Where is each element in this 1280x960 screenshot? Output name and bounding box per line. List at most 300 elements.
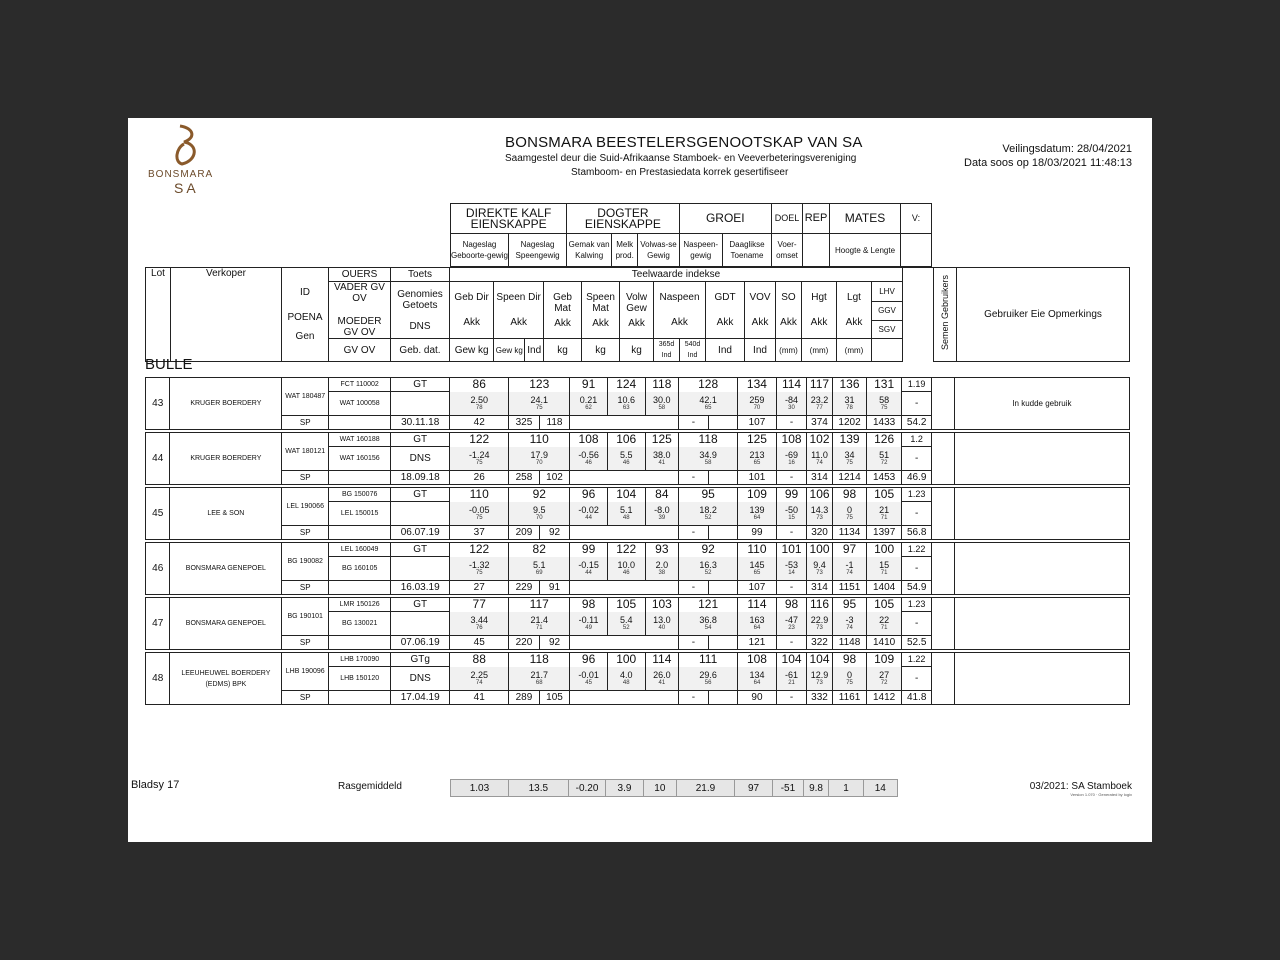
- subtitle: Saamgestel deur die Suid-Afrikaanse Stamboek- en Veeverbeteringsvereniging: [505, 153, 857, 164]
- bottom-value: [708, 526, 738, 540]
- auction-date: Veilingsdatum: 28/04/2021: [1002, 143, 1132, 155]
- ebv-detail: -8.0 39: [645, 502, 679, 526]
- unit-ind-2: Ind: [706, 339, 745, 362]
- bottom-value: [708, 471, 738, 485]
- ebv-value: 114: [738, 598, 777, 612]
- bottom-value: -: [679, 636, 709, 650]
- lot-block: [145, 597, 1130, 650]
- bottom-value: [708, 416, 738, 430]
- bottom-value: 1148: [832, 636, 867, 650]
- ebv-detail: -47 23: [776, 612, 807, 636]
- bottom-value: -: [679, 526, 709, 540]
- ebv-detail: 22.9 73: [807, 612, 832, 636]
- test-type: GT: [391, 598, 450, 612]
- bottom-value: 374: [807, 416, 832, 430]
- avg-cell: 1: [829, 780, 863, 797]
- ebv-value: 109: [738, 488, 777, 502]
- ebv-detail: -0.05 75: [450, 502, 509, 526]
- col-speenmat: Speen Mat Akk: [582, 282, 620, 339]
- ebv-detail: -50 15: [776, 502, 807, 526]
- lot-number: 44: [146, 433, 170, 485]
- lot-number: 48: [146, 653, 170, 705]
- bottom-value: 314: [807, 471, 832, 485]
- bottom-value: -: [679, 471, 709, 485]
- bottom-value: 1412: [867, 691, 902, 705]
- ebv-value: 100: [807, 543, 832, 557]
- column-header-table: [145, 267, 1130, 362]
- group-rep: REP: [803, 204, 830, 234]
- bottom-value: 1151: [832, 581, 867, 595]
- logo-subtext: SA: [174, 180, 199, 196]
- sub-gemak: Gemak van Kalwing: [567, 234, 612, 267]
- ebv-value: 104: [607, 488, 645, 502]
- bottom-value: 209: [509, 526, 540, 540]
- dns-flag: DNS: [391, 447, 450, 471]
- subtitle-2: Stamboom- en Prestasiedata korrek gesertifiseer: [571, 167, 789, 178]
- avg-table: [450, 779, 898, 797]
- user-note: [954, 488, 1129, 540]
- birth-date: 17.04.19: [391, 691, 450, 705]
- ebv-value: 110: [509, 433, 570, 447]
- ebv-value: 110: [738, 543, 777, 557]
- dns-flag: [391, 612, 450, 636]
- col-hgt: Hgt Akk: [802, 282, 837, 339]
- ebv-detail: 9.4 73: [807, 557, 832, 581]
- bottom-value: [708, 636, 738, 650]
- group-doel: DOEL: [772, 204, 803, 234]
- ebv-value: 122: [607, 543, 645, 557]
- dns-flag: DNS: [391, 667, 450, 691]
- bottom-value: 1214: [832, 471, 867, 485]
- unit-ind-3: Ind: [745, 339, 776, 362]
- test-type: GT: [391, 378, 450, 392]
- lhv-value: 1.23: [901, 488, 932, 502]
- bottom-value: 229: [509, 581, 540, 595]
- col-naspeen: Naspeen Akk: [654, 282, 706, 339]
- dam-id: LHB 150120: [329, 667, 391, 691]
- col-gdt: GDT Akk: [706, 282, 745, 339]
- seller-name: KRUGER BOERDERY: [170, 378, 282, 430]
- col-id: [282, 268, 329, 362]
- ebv-value: 105: [867, 488, 902, 502]
- bottom-value: [708, 581, 738, 595]
- ebv-value: 123: [509, 378, 570, 392]
- bottom-value: 1202: [832, 416, 867, 430]
- bottom-value: 314: [807, 581, 832, 595]
- ebv-value: 111: [679, 653, 738, 667]
- dns-flag: [391, 557, 450, 581]
- ebv-detail: 15 71: [867, 557, 902, 581]
- auction-info: [964, 142, 1132, 170]
- col-teelwaarde: Teelwaarde indekse: [450, 268, 903, 282]
- avg-cell: 97: [734, 780, 772, 797]
- col-gen-label: Gen: [295, 331, 315, 342]
- ggv-value: -: [901, 667, 932, 691]
- bottom-value: 92: [539, 636, 570, 650]
- ebv-detail: 17.9 70: [509, 447, 570, 471]
- ebv-value: 118: [645, 378, 679, 392]
- ebv-detail: 11.0 74: [807, 447, 832, 471]
- col-lot: Lot: [146, 268, 171, 362]
- unit-ind: Ind: [525, 339, 544, 362]
- col-gv-ov: GV OV: [329, 339, 391, 362]
- test-type: GT: [391, 433, 450, 447]
- ebv-value: 98: [832, 488, 867, 502]
- col-volwgew: Volw Gew Akk: [620, 282, 654, 339]
- ebv-detail: -3 74: [832, 612, 867, 636]
- ebv-value: 106: [807, 488, 832, 502]
- sire-id: FCT 110002: [329, 378, 391, 392]
- avg-cell: 1.03: [451, 780, 509, 797]
- ebv-value: 110: [450, 488, 509, 502]
- ebv-detail: 134 64: [738, 667, 777, 691]
- ebv-value: 99: [570, 543, 608, 557]
- ebv-value: 128: [679, 378, 738, 392]
- avg-cell: 10: [643, 780, 676, 797]
- ebv-detail: 0 75: [832, 667, 867, 691]
- ebv-value: 104: [807, 653, 832, 667]
- ebv-value: 77: [450, 598, 509, 612]
- bottom-value: 325: [509, 416, 540, 430]
- poena-status: SP: [282, 416, 329, 430]
- ebv-detail: 26.0 41: [645, 667, 679, 691]
- bottom-value: 322: [807, 636, 832, 650]
- ebv-value: 95: [679, 488, 738, 502]
- ebv-value: 100: [607, 653, 645, 667]
- unit-gewkg: Gew kg: [450, 339, 494, 362]
- ebv-value: 136: [832, 378, 867, 392]
- avg-cell: 13.5: [508, 780, 568, 797]
- bottom-value: 26: [450, 471, 509, 485]
- dam-id: BG 130021: [329, 612, 391, 636]
- ebv-value: 92: [679, 543, 738, 557]
- ebv-value: 134: [738, 378, 777, 392]
- poena-status: SP: [282, 471, 329, 485]
- col-so: SO Akk: [776, 282, 802, 339]
- col-dns-label: DNS: [409, 320, 431, 332]
- unit-365d: 365d Ind: [654, 339, 680, 362]
- col-moeder: MOEDER GV OV: [337, 316, 382, 338]
- bonsmara-logo-icon: [172, 124, 202, 168]
- ebv-detail: 9.5 70: [509, 502, 570, 526]
- bottom-value: 1410: [867, 636, 902, 650]
- col-toets: Toets: [391, 268, 450, 282]
- ebv-detail: 38.0 41: [645, 447, 679, 471]
- lhv-value: 1.22: [901, 543, 932, 557]
- lhv-value: 1.2: [901, 433, 932, 447]
- ebv-value: 82: [509, 543, 570, 557]
- ebv-detail: 21.7 68: [509, 667, 570, 691]
- group-v: V:: [901, 204, 932, 234]
- lot-block: [145, 542, 1130, 595]
- bottom-value: 102: [539, 471, 570, 485]
- ebv-value: 95: [832, 598, 867, 612]
- lot-block: [145, 652, 1130, 705]
- ebv-value: 114: [645, 653, 679, 667]
- bottom-value: 1433: [867, 416, 902, 430]
- lot-number: 46: [146, 543, 170, 595]
- ebv-value: 125: [645, 433, 679, 447]
- ebv-value: 114: [776, 378, 807, 392]
- sgv-value: 54.9: [901, 581, 932, 595]
- ebv-detail: -0.11 49: [570, 612, 608, 636]
- bottom-value: 220: [509, 636, 540, 650]
- lhv-value: 1.23: [901, 598, 932, 612]
- ebv-detail: 10.6 63: [607, 392, 645, 416]
- col-lgt: Lgt Akk: [837, 282, 872, 339]
- ebv-detail: 27 72: [867, 667, 902, 691]
- ebv-value: 108: [738, 653, 777, 667]
- ebv-detail: 259 70: [738, 392, 777, 416]
- group-mates: MATES: [830, 204, 901, 234]
- sub-volwasse: Volwas-se Gewig: [638, 234, 679, 267]
- ebv-detail: 51 72: [867, 447, 902, 471]
- sgv-value: 54.2: [901, 416, 932, 430]
- bottom-value: 121: [738, 636, 777, 650]
- ebv-value: 117: [807, 378, 832, 392]
- ebv-detail: -0.56 46: [570, 447, 608, 471]
- bottom-value: 45: [450, 636, 509, 650]
- ebv-value: 92: [509, 488, 570, 502]
- unit-gewkg-2: Gew kg: [494, 339, 525, 362]
- bottom-value: 258: [509, 471, 540, 485]
- sire-id: BG 150076: [329, 488, 391, 502]
- birth-date: 07.06.19: [391, 636, 450, 650]
- ebv-value: 125: [738, 433, 777, 447]
- ggv-value: -: [901, 447, 932, 471]
- sgv-value: 52.5: [901, 636, 932, 650]
- ebv-value: 98: [570, 598, 608, 612]
- user-note: In kudde gebruik: [954, 378, 1129, 430]
- ebv-detail: 0 75: [832, 502, 867, 526]
- ebv-detail: 2.0 38: [645, 557, 679, 581]
- ebv-detail: 18.2 52: [679, 502, 738, 526]
- seller-name: LEEUHEUWEL BOERDERY (EDMS) BPK: [170, 653, 282, 705]
- dns-flag: [391, 392, 450, 416]
- col-vader: VADER GV OV: [334, 282, 385, 304]
- bottom-value: 320: [807, 526, 832, 540]
- bottom-value: 107: [738, 581, 777, 595]
- lots-container: [145, 377, 1130, 707]
- animal-id: WAT 180487: [282, 378, 329, 416]
- ggv-value: -: [901, 557, 932, 581]
- ebv-detail: 3.44 76: [450, 612, 509, 636]
- ebv-detail: -1.32 75: [450, 557, 509, 581]
- col-vader-moeder: [329, 282, 391, 339]
- ebv-detail: 21.4 71: [509, 612, 570, 636]
- user-note: [954, 433, 1129, 485]
- ebv-detail: 23.2 77: [807, 392, 832, 416]
- ebv-value: 102: [807, 433, 832, 447]
- bottom-value: -: [679, 581, 709, 595]
- ebv-detail: 58 75: [867, 392, 902, 416]
- lot-block: [145, 432, 1130, 485]
- animal-id: LEL 190066: [282, 488, 329, 526]
- ebv-detail: 5.1 48: [607, 502, 645, 526]
- group-direct-calf: DIREKTE KALF EIENSKAPPE: [451, 204, 567, 234]
- group-daughter: DOGTER EIENSKAPPE: [567, 204, 679, 234]
- dam-id: WAT 160156: [329, 447, 391, 471]
- test-type: GTg: [391, 653, 450, 667]
- data-date: Data soos op 18/03/2021 11:48:13: [964, 157, 1132, 169]
- bottom-value: 90: [738, 691, 777, 705]
- ggv-value: -: [901, 502, 932, 526]
- animal-id: BG 190082: [282, 543, 329, 581]
- lhv-value: 1.19: [901, 378, 932, 392]
- col-gebdat: Geb. dat.: [391, 339, 450, 362]
- bottom-value: 1453: [867, 471, 902, 485]
- bottom-value: -: [776, 416, 807, 430]
- ebv-value: 86: [450, 378, 509, 392]
- bottom-value: -: [776, 691, 807, 705]
- test-type: GT: [391, 543, 450, 557]
- col-semen: Semen Gebruikers: [934, 268, 957, 362]
- ebv-detail: 2.50 78: [450, 392, 509, 416]
- ebv-detail: 30.0 58: [645, 392, 679, 416]
- ebv-detail: 34.9 58: [679, 447, 738, 471]
- col-speendir: Speen Dir Akk: [494, 282, 544, 339]
- ebv-value: 118: [679, 433, 738, 447]
- ebv-detail: 4.0 48: [607, 667, 645, 691]
- ebv-value: 139: [832, 433, 867, 447]
- ebv-detail: 12.9 73: [807, 667, 832, 691]
- avg-cell: 14: [863, 780, 897, 797]
- ebv-value: 91: [570, 378, 608, 392]
- unit-kg-3: kg: [620, 339, 654, 362]
- dam-id: LEL 150015: [329, 502, 391, 526]
- lot-number: 45: [146, 488, 170, 540]
- bottom-value: 118: [539, 416, 570, 430]
- sub-voer: Voer-omset: [772, 234, 803, 267]
- bottom-value: 105: [539, 691, 570, 705]
- unit-mm-3: (mm): [837, 339, 872, 362]
- avg-cell: 3.9: [606, 780, 643, 797]
- ebv-detail: 2.25 74: [450, 667, 509, 691]
- ggv-value: -: [901, 612, 932, 636]
- bottom-value: 1134: [832, 526, 867, 540]
- bottom-value: -: [776, 471, 807, 485]
- ebv-value: 131: [867, 378, 902, 392]
- ebv-detail: 42.1 65: [679, 392, 738, 416]
- seller-name: KRUGER BOERDERY: [170, 433, 282, 485]
- ebv-value: 104: [776, 653, 807, 667]
- dns-flag: [391, 502, 450, 526]
- ebv-detail: 139 64: [738, 502, 777, 526]
- bottom-value: 107: [738, 416, 777, 430]
- ebv-detail: -0.15 44: [570, 557, 608, 581]
- ebv-value: 126: [867, 433, 902, 447]
- ebv-detail: -61 21: [776, 667, 807, 691]
- bottom-value: 42: [450, 416, 509, 430]
- col-lhv-group: LHV GGV SGV: [872, 282, 903, 339]
- ebv-detail: -53 14: [776, 557, 807, 581]
- bottom-value: 1404: [867, 581, 902, 595]
- birth-date: 30.11.18: [391, 416, 450, 430]
- ggv-value: -: [901, 392, 932, 416]
- footer-right: [1030, 781, 1132, 797]
- lot-block: [145, 487, 1130, 540]
- col-opmerkings: Gebruiker Eie Opmerkings: [957, 268, 1130, 362]
- seller-name: BONSMARA GENEPOEL: [170, 543, 282, 595]
- ebv-detail: 22 71: [867, 612, 902, 636]
- unit-kg-1: kg: [544, 339, 582, 362]
- ebv-detail: 13.0 40: [645, 612, 679, 636]
- seller-name: BONSMARA GENEPOEL: [170, 598, 282, 650]
- poena-status: SP: [282, 526, 329, 540]
- poena-status: SP: [282, 691, 329, 705]
- ebv-detail: 163 64: [738, 612, 777, 636]
- bottom-value: -: [679, 416, 709, 430]
- avg-cell: -0.20: [568, 780, 606, 797]
- ebv-detail: 14.3 73: [807, 502, 832, 526]
- sub-daaglikse: Daaglikse Toename: [722, 234, 771, 267]
- avg-label: Rasgemiddeld: [338, 781, 402, 792]
- user-note: [954, 543, 1129, 595]
- bottom-value: -: [776, 526, 807, 540]
- ebv-detail: -1 74: [832, 557, 867, 581]
- poena-status: SP: [282, 581, 329, 595]
- ebv-detail: 29.6 56: [679, 667, 738, 691]
- col-genomies-label: Genomies Getoets: [397, 288, 443, 311]
- sgv-value: 56.8: [901, 526, 932, 540]
- bottom-value: 41: [450, 691, 509, 705]
- birth-date: 18.09.18: [391, 471, 450, 485]
- sub-hoogte: Hoogte & Lengte: [830, 234, 901, 267]
- ebv-value: 108: [776, 433, 807, 447]
- avg-cell: -51: [773, 780, 804, 797]
- ebv-detail: 5.5 46: [607, 447, 645, 471]
- logo-text: BONSMARA: [148, 169, 214, 180]
- ebv-value: 103: [645, 598, 679, 612]
- footer-version: Version 1.070 · Generated by logix: [1070, 792, 1132, 797]
- sgv-value: 41.8: [901, 691, 932, 705]
- group-header-table: [450, 203, 932, 267]
- dam-id: WAT 100058: [329, 392, 391, 416]
- ebv-value: 124: [607, 378, 645, 392]
- ebv-value: 98: [776, 598, 807, 612]
- col-gebmat: Geb Mat Akk: [544, 282, 582, 339]
- unit-mm-1: (mm): [776, 339, 802, 362]
- bottom-value: 27: [450, 581, 509, 595]
- ebv-value: 101: [776, 543, 807, 557]
- ebv-detail: 16.3 52: [679, 557, 738, 581]
- col-genomies: [391, 282, 450, 339]
- sire-id: LHB 170090: [329, 653, 391, 667]
- section-title: BULLE: [145, 356, 193, 373]
- sgv-value: 46.9: [901, 471, 932, 485]
- unit-540d: 540d Ind: [680, 339, 706, 362]
- ebv-detail: -1.24 75: [450, 447, 509, 471]
- sub-nageslag-geboorte: Nageslag Geboorte-gewig: [451, 234, 509, 267]
- ebv-detail: 145 65: [738, 557, 777, 581]
- ebv-value: 105: [867, 598, 902, 612]
- ebv-value: 118: [509, 653, 570, 667]
- ebv-value: 122: [450, 543, 509, 557]
- bottom-value: -: [776, 581, 807, 595]
- bottom-value: 1397: [867, 526, 902, 540]
- sire-id: WAT 160188: [329, 433, 391, 447]
- unit-mm-2: (mm): [802, 339, 837, 362]
- col-verkoper: Verkoper: [171, 268, 282, 362]
- ebv-detail: 10.0 46: [607, 557, 645, 581]
- ebv-value: 97: [832, 543, 867, 557]
- lhv-value: 1.22: [901, 653, 932, 667]
- user-note: [954, 598, 1129, 650]
- animal-id: WAT 180121: [282, 433, 329, 471]
- col-poena-label: POENA: [287, 312, 323, 323]
- ebv-detail: -0.01 45: [570, 667, 608, 691]
- bottom-value: 1161: [832, 691, 867, 705]
